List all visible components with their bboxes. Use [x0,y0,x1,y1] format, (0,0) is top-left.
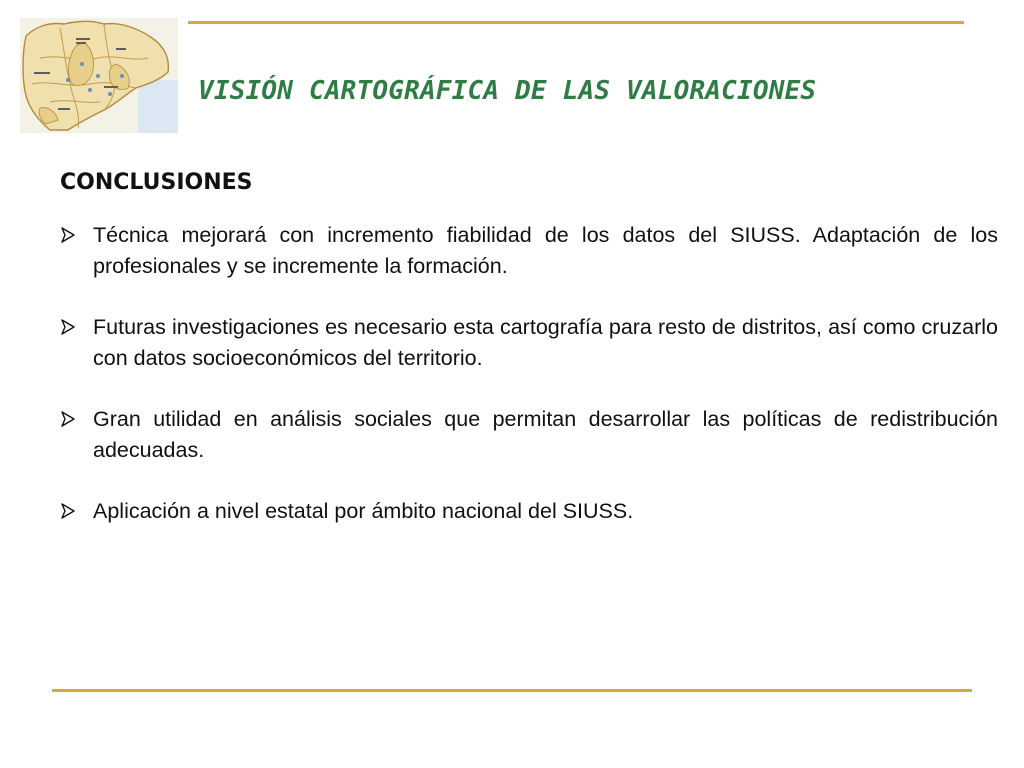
slide-title: VISIÓN CARTOGRÁFICA DE LAS VALORACIONES [198,76,817,106]
arrow-bullet-icon [60,411,76,427]
bullet-text: Aplicación a nivel estatal por ámbito nacional del SIUSS. [93,499,634,523]
arrow-bullet-icon [60,227,76,243]
list-item [60,220,998,282]
section-heading: CONCLUSIONES [60,170,253,195]
district-map-logo [20,18,178,133]
list-item [60,496,998,527]
conclusions-list [60,220,998,557]
list-item [60,312,998,374]
arrow-bullet-icon [60,319,76,335]
top-divider-rule [188,21,964,24]
list-item [60,404,998,466]
bottom-divider-rule [52,689,972,692]
bullet-text: Futuras investigaciones es necesario esta cartografía para resto de distritos, así como cruzarlo con datos socioeconómicos del territorio. [93,315,998,370]
bullet-text: Gran utilidad en análisis sociales que permitan desarrollar las políticas de redistribución adecuadas. [93,407,998,462]
arrow-bullet-icon [60,503,76,519]
bullet-text: Técnica mejorará con incremento fiabilidad de los datos del SIUSS. Adaptación de los profesionales y se incremente la formación. [93,223,998,278]
